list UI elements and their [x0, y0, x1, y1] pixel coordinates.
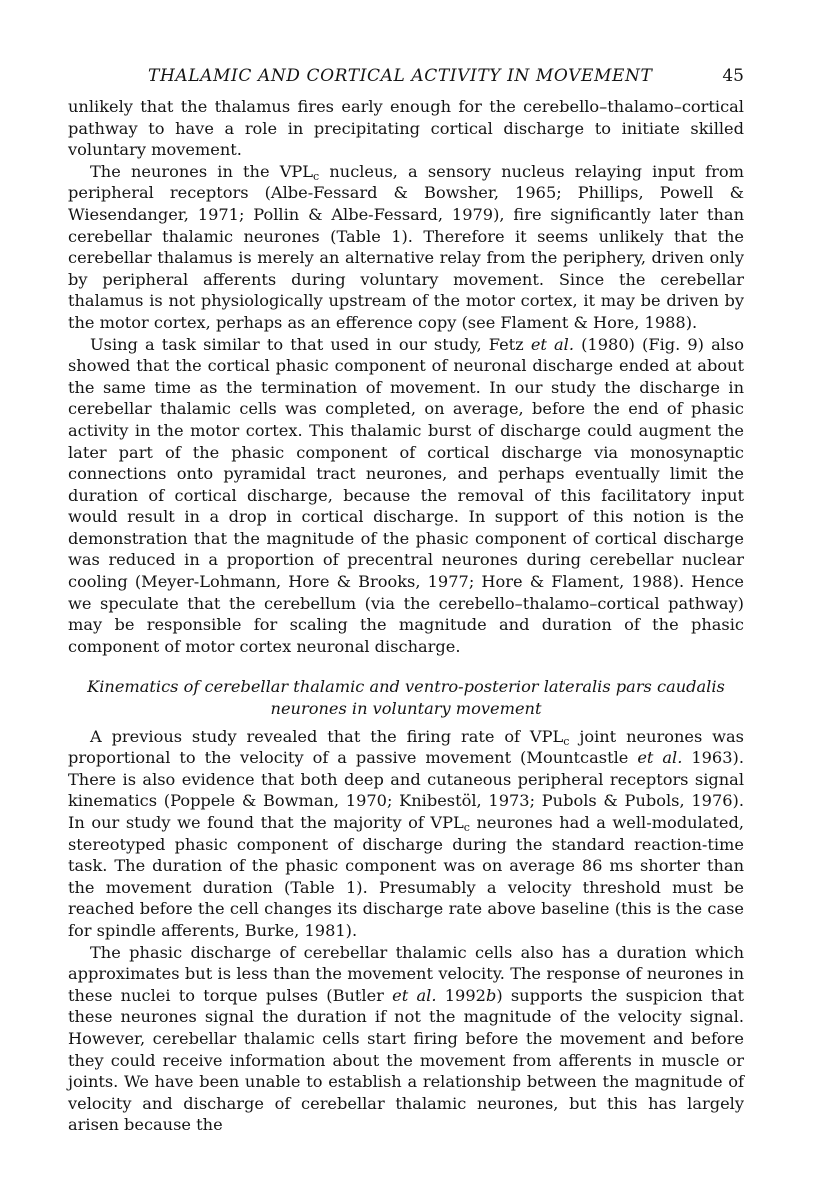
text-segment: neurones had a well-modulated, stereotyped phasic component of discharge during the standard reaction-time task. The duration of the phasic component was on average 86 ms shorter than the movement duration (Table 1). Presumably a velocity threshold must be reached before the cell changes its discharge rate above baseline (this is the case for spindle afferents, Burke, 1981). [68, 813, 744, 940]
italic-text: et al. [530, 334, 574, 354]
running-title: THALAMIC AND CORTICAL ACTIVITY IN MOVEMENT [148, 66, 653, 86]
paragraph-cortical-phasic [68, 334, 744, 658]
text-segment: nucleus, a sensory nucleus relaying input from peripheral receptors (Albe-Fessard & Bowsher, 1965; Phillips, Powell & Wiesendanger, 1971; Pollin & Albe-Fessard, 1979), fire significantly later than cerebellar thalamic neurones (Table 1). Therefore it seems unlikely that the cerebellar thalamus is merely an alternative relay from the periphery, driven only by peripheral afferents during voluntary movement. Since the cerebellar thalamus is not physiologically upstream of the motor cortex, it may be driven by the motor cortex, perhaps as an efference copy (see Flament & Hore, 1988). [68, 161, 744, 332]
text-segment: A previous study revealed that the firing rate of VPL [90, 726, 564, 746]
italic-text: b [485, 985, 497, 1005]
body-text-top [68, 96, 744, 657]
paragraph-vplc-velocity [68, 726, 744, 942]
subscript: c [313, 169, 320, 183]
body-text-bottom [68, 726, 744, 1136]
paragraph-continuation [68, 96, 744, 161]
paragraph-vplc-neurones [68, 161, 744, 334]
page-header [68, 66, 744, 96]
italic-text: et al. [392, 985, 437, 1005]
section-heading [68, 676, 744, 719]
italic-text: et al. [637, 748, 683, 768]
text-segment: Using a task similar to that used in our study, Fetz [90, 334, 531, 354]
text-segment: joint neurones was proportional to the velocity of a passive movement (Mountcastle [68, 726, 744, 768]
section-heading-line-1: Kinematics of cerebellar thalamic and ventro-posterior lateralis pars caudalis [87, 677, 725, 697]
paragraph-cerebellar-duration [68, 942, 744, 1136]
page-number: 45 [722, 66, 744, 86]
subscript: c [463, 821, 470, 834]
subscript: c [563, 734, 570, 748]
text-segment: 1992 [436, 985, 486, 1005]
text-segment: unlikely that the thalamus fires early enough for the cerebello–thalamo–cortical pathway to have a role in precipitating cortical discharge to initiate skilled voluntary movement. [68, 97, 744, 160]
text-segment: ) supports the suspicion that these neurones signal the duration if not the magnitude of the velocity signal. However, cerebellar thalamic cells start firing before the movement and before they could receive information about the movement from afferents in muscle or joints. We have been unable to establish a relationship between the magnitude of velocity and discharge of cerebellar thalamic neurones, but this has largely arisen because the [68, 985, 744, 1135]
journal-page [68, 66, 744, 1136]
text-segment: 1963). There is also evidence that both deep and cutaneous peripheral receptors signal kinematics (Poppele & Bowman, 1970; Knibestöl, 1973; Pubols & Pubols, 1976). In our study we found that the majority of VPL [68, 748, 744, 832]
section-heading-line-2: neurones in voluntary movement [270, 699, 542, 719]
text-segment: The neurones in the VPL [90, 161, 314, 181]
text-segment: The phasic discharge of cerebellar thalamic cells also has a duration which approximates but is less than the movement velocity. The response of neurones in these nuclei to torque pulses (Butler [68, 942, 744, 1005]
text-segment: (1980) (Fig. 9) also showed that the cortical phasic component of neuronal discharge ended at about the same time as the termination of movement. In our study the discharge in cerebellar thalamic cells was completed, on average, before the end of phasic activity in the motor cortex. This thalamic burst of discharge could augment the later part of the phasic component of cortical discharge via monosynaptic connections onto pyramidal tract neurones, and perhaps eventually limit the duration of cortical discharge, because the removal of this facilitatory input would result in a drop in cortical discharge. In support of this notion is the demonstration that the magnitude of the phasic component of cortical discharge was reduced in a proportion of precentral neurones during cerebellar nuclear cooling (Meyer-Lohmann, Hore & Brooks, 1977; Hore & Flament, 1988). Hence we speculate that the cerebellum (via the cerebello–thalamo–cortical pathway) may be responsible for scaling the magnitude and duration of the phasic component of motor cortex neuronal discharge. [68, 334, 744, 656]
